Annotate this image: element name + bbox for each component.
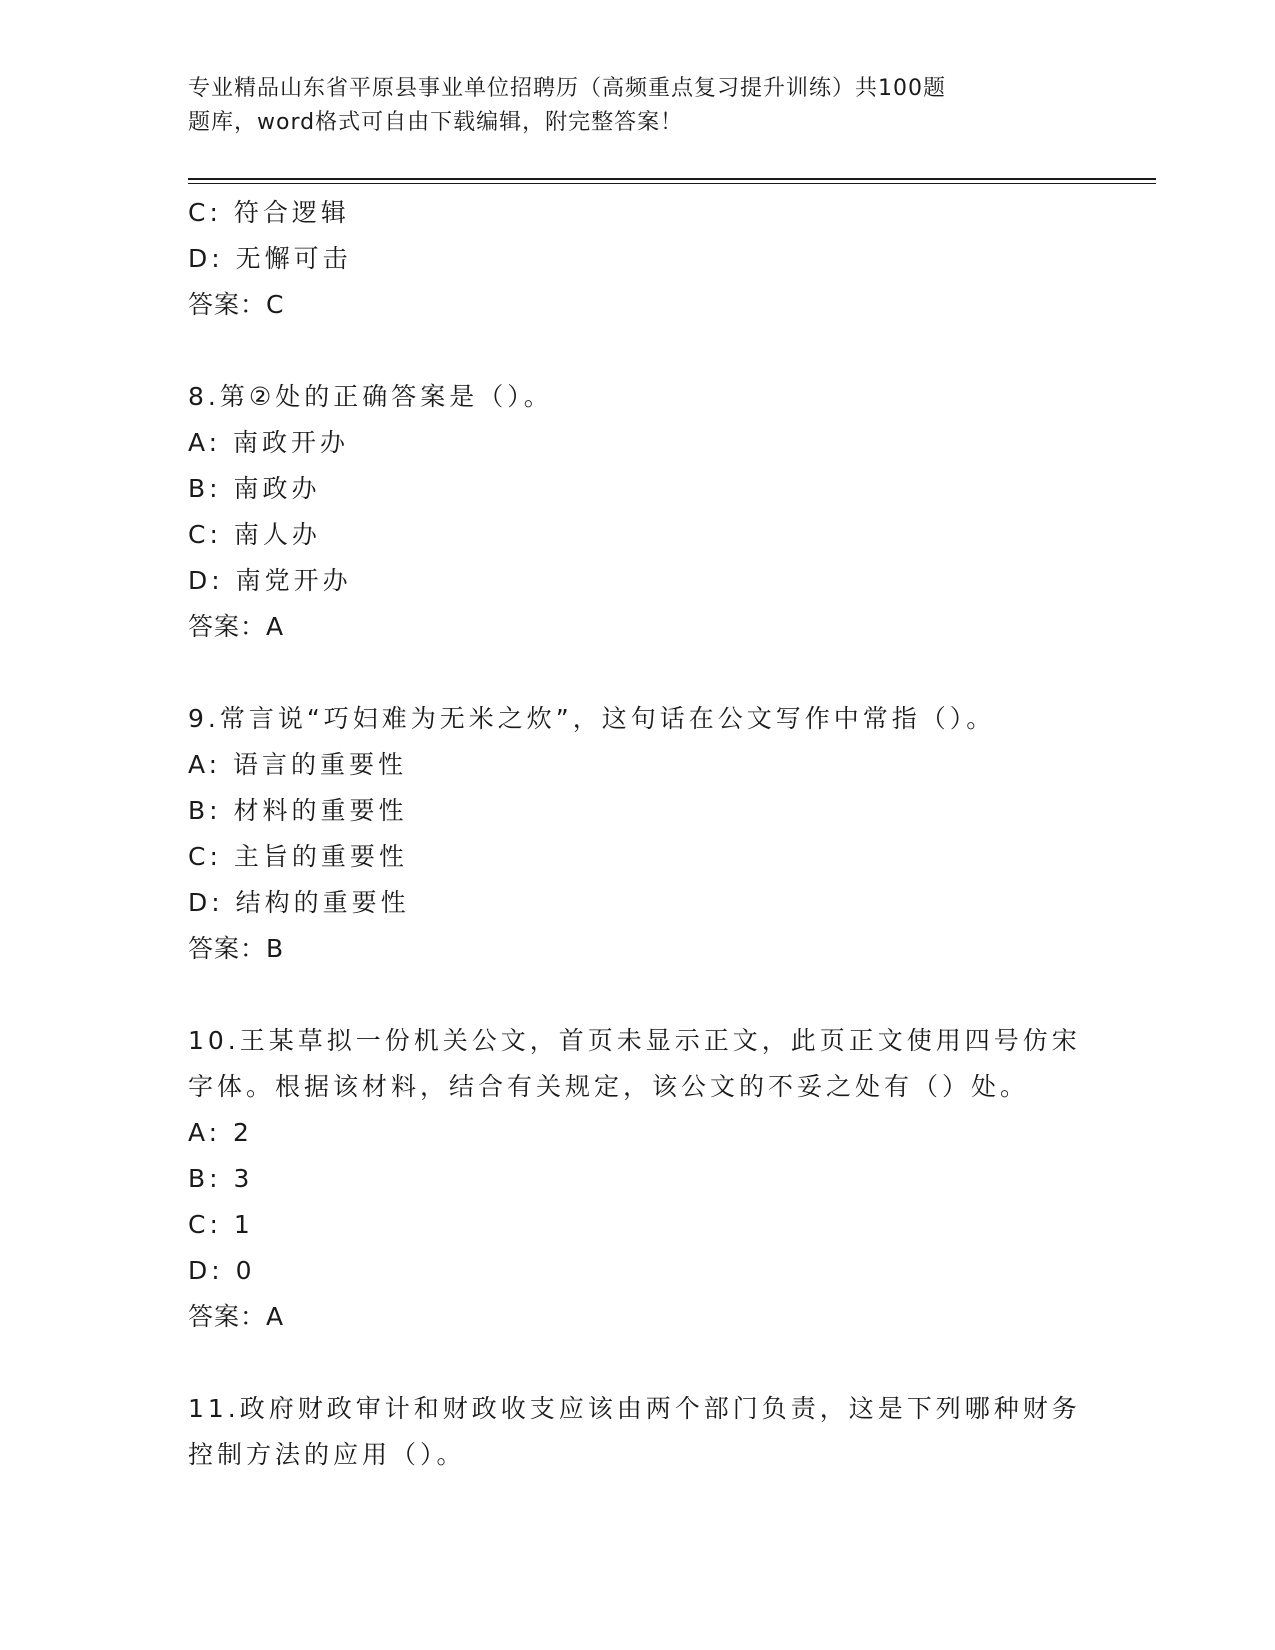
- question-text-line-1: 10.王某草拟一份机关公文，首页未显示正文，此页正文使用四号仿宋: [188, 1026, 1081, 1055]
- option-c: C: 符合逻辑: [188, 198, 350, 227]
- option-d: D: 0: [188, 1256, 256, 1285]
- option-b: B: 材料的重要性: [188, 796, 408, 825]
- option-d: D: 无懈可击: [188, 244, 352, 273]
- header-title-line-2: 题库，word格式可自由下载编辑，附完整答案！: [188, 110, 684, 135]
- question-block-7: [188, 190, 1088, 328]
- option-d: D: 南党开办: [188, 566, 352, 595]
- answer-line: 答案：B: [188, 934, 285, 963]
- question-text-line-2: 字体。根据该材料，结合有关规定，该公文的不妥之处有（）处。: [188, 1072, 1030, 1101]
- document-body: [188, 190, 1088, 1478]
- spacer: [188, 328, 1088, 374]
- question-text-line-1: 11.政府财政审计和财政收支应该由两个部门负责，这是下列哪种财务: [188, 1394, 1081, 1423]
- spacer: [188, 650, 1088, 696]
- header-divider-thin: [188, 183, 1156, 184]
- question-text: 8.第②处的正确答案是（）。: [188, 382, 553, 411]
- option-b: B: 3: [188, 1164, 254, 1193]
- question-text-line-2: 控制方法的应用（）。: [188, 1440, 466, 1469]
- option-c: C: 主旨的重要性: [188, 842, 408, 871]
- question-block-8: [188, 374, 1088, 650]
- option-a: A: 南政开办: [188, 428, 350, 457]
- header-divider-thick: [188, 178, 1156, 180]
- option-c: C: 1: [188, 1210, 254, 1239]
- document-header: [188, 72, 1028, 140]
- option-c: C: 南人办: [188, 520, 321, 549]
- spacer: [188, 972, 1088, 1018]
- question-block-10: [188, 1018, 1088, 1340]
- option-d: D: 结构的重要性: [188, 888, 410, 917]
- answer-line: 答案：A: [188, 1302, 285, 1331]
- question-block-9: [188, 696, 1088, 972]
- question-block-11: [188, 1386, 1088, 1478]
- answer-line: 答案：C: [188, 290, 285, 319]
- option-a: A: 2: [188, 1118, 253, 1147]
- spacer: [188, 1340, 1088, 1386]
- answer-line: 答案：A: [188, 612, 285, 641]
- header-title-line-1: 专业精品山东省平原县事业单位招聘历（高频重点复习提升训练）共100题: [188, 76, 946, 101]
- option-b: B: 南政办: [188, 474, 321, 503]
- question-text: 9.常言说“巧妇难为无米之炊”，这句话在公文写作中常指（）。: [188, 704, 996, 733]
- option-a: A: 语言的重要性: [188, 750, 408, 779]
